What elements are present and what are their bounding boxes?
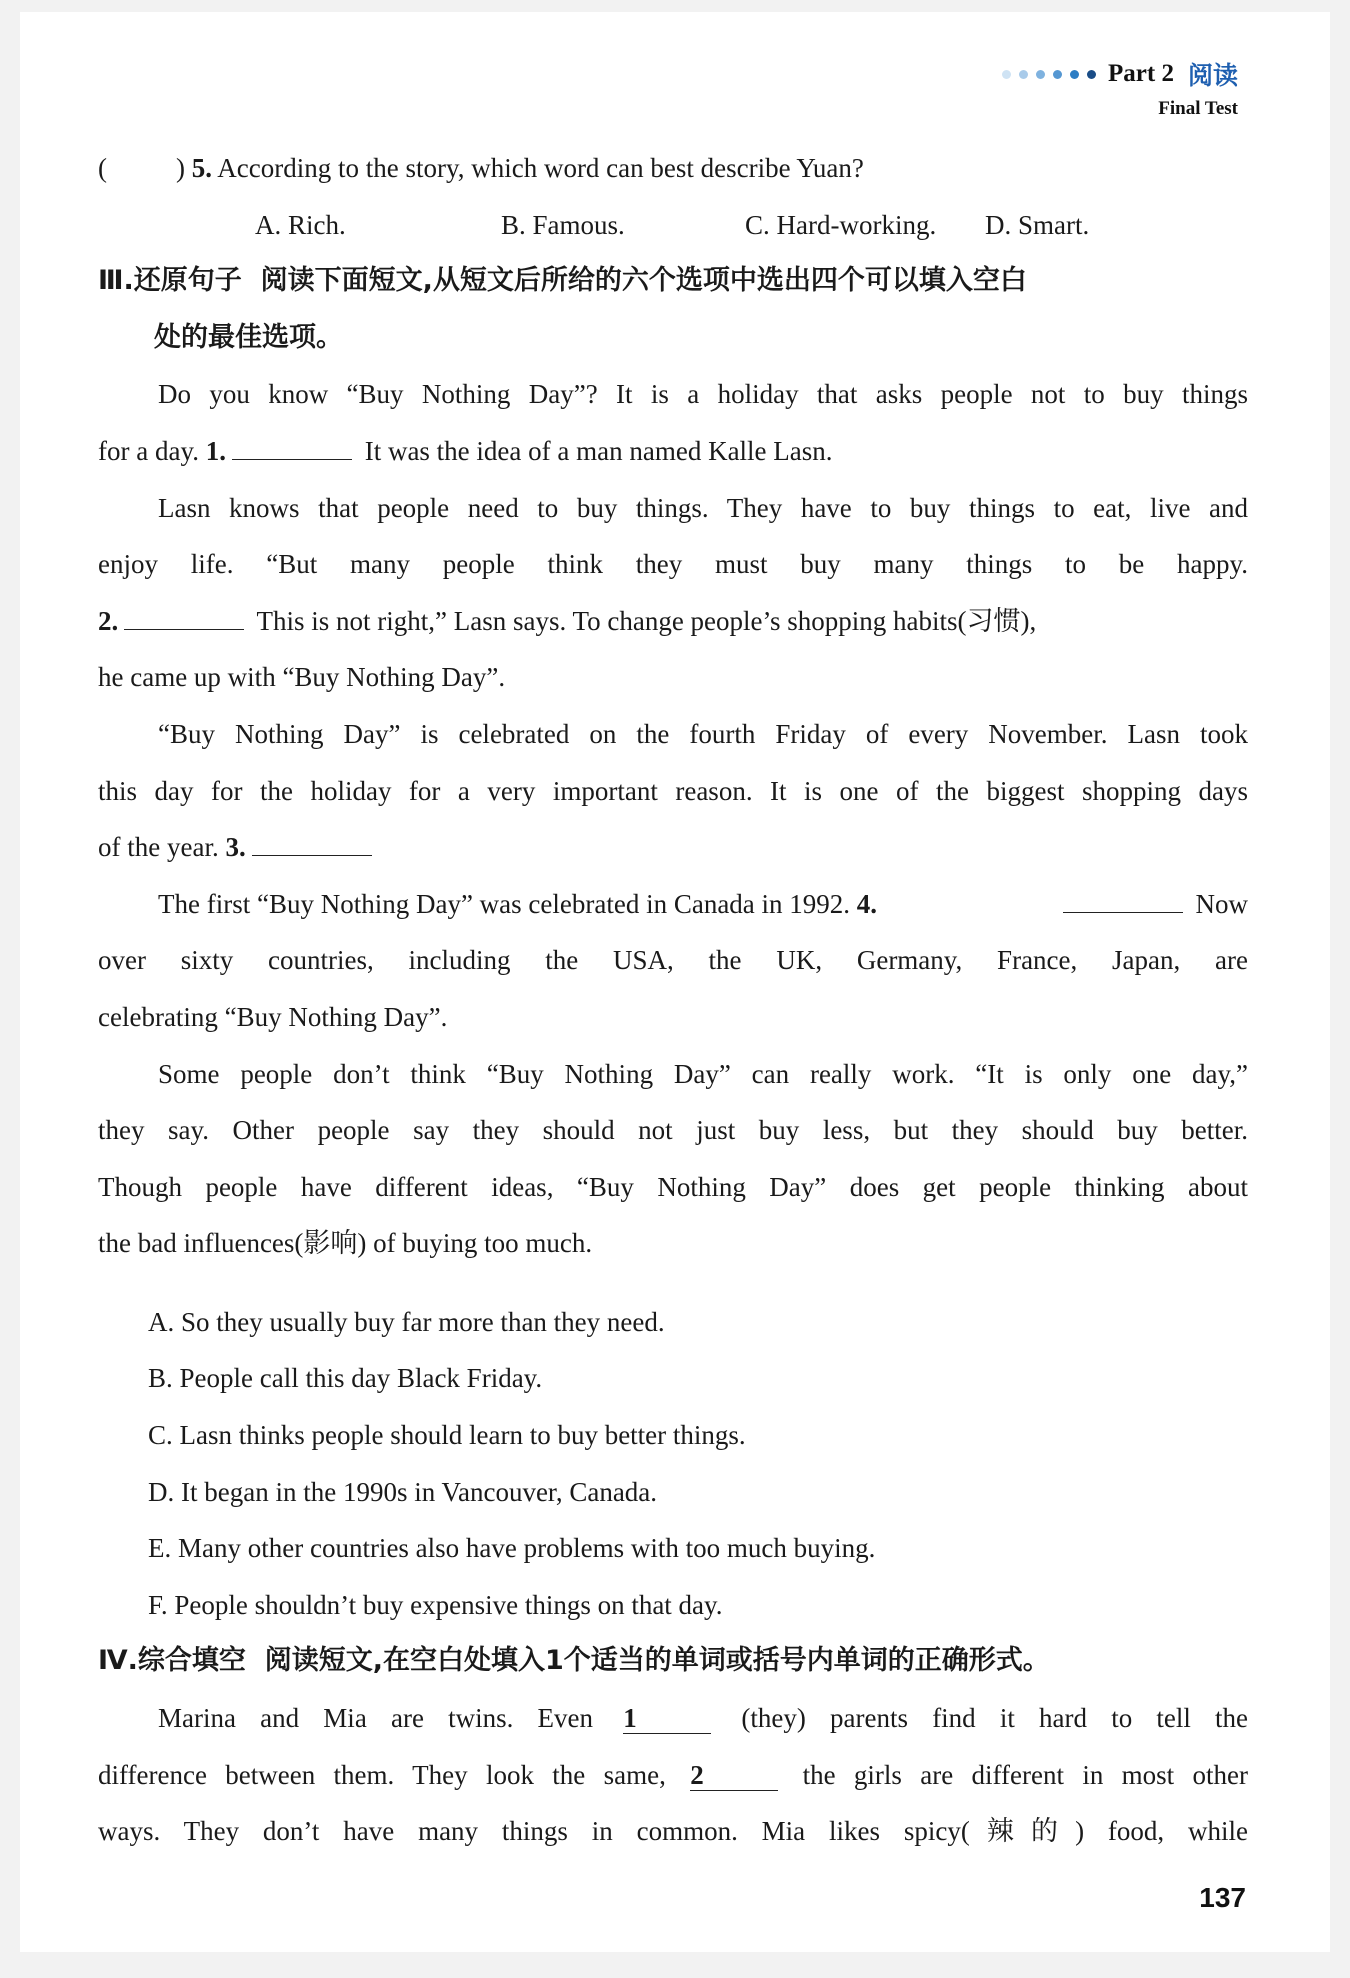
section-4-title: 综合填空 xyxy=(137,1645,246,1677)
question-number: 5. xyxy=(191,153,212,183)
choice-d: D. It began in the 1990s in Vancouver, Canada. xyxy=(148,1476,658,1507)
choice-c: C. Lasn thinks people should learn to buy better things. xyxy=(148,1420,746,1451)
section-3-heading xyxy=(98,253,1248,310)
header-subtitle: Final Test xyxy=(1158,98,1238,119)
page-number: 137 xyxy=(1199,1882,1246,1913)
passage-line: “Buy Nothing Day” is celebrated on the fourth Friday of every November. Lasn took xyxy=(158,718,1248,749)
fill-blank-2[interactable]: 2 xyxy=(690,1760,778,1791)
section-3-numeral: Ⅲ. xyxy=(98,265,134,297)
section-4-numeral: Ⅳ. xyxy=(98,1645,138,1677)
passage-line: this day for the holiday for a very important reason. It is one of the biggest shopping days xyxy=(98,775,1248,806)
section-4-instruction: 阅读短文,在空白处填入1个适当的单词或括号内单词的正确形式。 xyxy=(264,1645,1050,1677)
passage-line: over sixty countries, including the USA, the UK, Germany, France, Japan, are xyxy=(98,945,1248,976)
answer-paren-close: ) xyxy=(176,153,185,183)
answer-blank-3[interactable] xyxy=(252,833,372,856)
section-label-cn: 阅读 xyxy=(1187,61,1238,90)
question-5-options xyxy=(98,197,1248,254)
option-c: C. Hard-working. xyxy=(745,209,937,240)
section-4-heading xyxy=(98,1633,1248,1690)
blank-number: 2. xyxy=(98,605,119,636)
passage-line: of the year. 3. xyxy=(98,819,1248,876)
answer-blank-1[interactable] xyxy=(232,437,352,460)
section-3-instruction-cont: 处的最佳选项。 xyxy=(154,321,343,353)
passage-line: he came up with “Buy Nothing Day”. xyxy=(98,662,506,693)
passage-line: 2. This is not right,” Lasn says. To change people’s shopping habits(习惯), xyxy=(98,605,1037,636)
choice-a: A. So they usually buy far more than they need. xyxy=(148,1306,665,1337)
decorative-dots xyxy=(994,70,1096,79)
blank-number: 1. xyxy=(205,435,226,466)
blank-number: 3. xyxy=(225,832,246,863)
answer-blank-4[interactable] xyxy=(1063,890,1183,913)
blank-number: 4. xyxy=(856,888,878,919)
answer-blank-2[interactable] xyxy=(124,607,244,630)
passage-line: they say. Other people say they should not just buy less, but they should buy better. xyxy=(98,1115,1248,1146)
section-3-title: 还原句子 xyxy=(133,265,242,297)
page-header xyxy=(994,56,1238,120)
choice-f: F. People shouldn’t buy expensive things on that day. xyxy=(148,1589,723,1620)
passage-line: The first “Buy Nothing Day” was celebrated in Canada in 1992. 4. Now xyxy=(158,888,1248,919)
choice-b: B. People call this day Black Friday. xyxy=(148,1363,543,1394)
passage-line: difference between them. They look the same, 2 the girls are different in most other xyxy=(98,1759,1249,1790)
part-label: Part 2 xyxy=(1108,60,1174,87)
section-3-instruction: 阅读下面短文,从短文后所给的六个选项中选出四个可以填入空白 xyxy=(260,265,1027,297)
passage-line: Some people don’t think “Buy Nothing Day” can really work. “It is only one day,” xyxy=(158,1058,1248,1089)
passage-line: Though people have different ideas, “Buy Nothing Day” does get people thinking about xyxy=(98,1171,1248,1202)
question-5 xyxy=(98,140,1248,197)
page-content xyxy=(98,140,1248,1860)
option-a: A. Rich. xyxy=(255,209,346,240)
passage-line: ways. They don’t have many things in common. Mia likes spicy(辣的) food, while xyxy=(98,1816,1248,1847)
passage-line: the bad influences(影响) of buying too much. xyxy=(98,1228,593,1259)
passage-line: Lasn knows that people need to buy things. They have to buy things to eat, live and xyxy=(158,492,1248,523)
page xyxy=(20,12,1330,1952)
choice-e: E. Many other countries also have problems with too much buying. xyxy=(148,1533,876,1564)
option-d: D. Smart. xyxy=(985,209,1090,240)
passage-line: Do you know “Buy Nothing Day”? It is a holiday that asks people not to buy things xyxy=(158,379,1248,410)
passage-line: celebrating “Buy Nothing Day”. xyxy=(98,1001,448,1032)
answer-paren-open: ( xyxy=(98,153,107,183)
passage-line: enjoy life. “But many people think they must buy many things to be happy. xyxy=(98,549,1248,580)
question-text: According to the story, which word can best describe Yuan? xyxy=(217,153,864,183)
passage-line: for a day. 1. It was the idea of a man named Kalle Lasn. xyxy=(98,435,833,466)
option-b: B. Famous. xyxy=(501,209,625,240)
passage-line: Marina and Mia are twins. Even 1 (they) parents find it hard to tell the xyxy=(158,1703,1249,1734)
fill-blank-1[interactable]: 1 xyxy=(623,1703,711,1734)
